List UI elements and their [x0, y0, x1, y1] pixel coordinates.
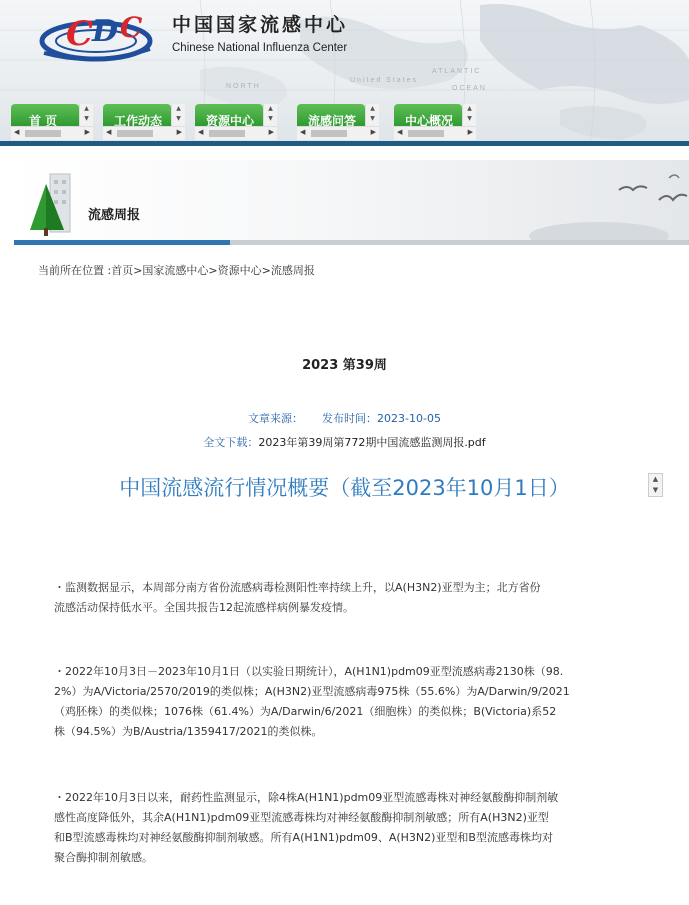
- nav-tab-face[interactable]: [394, 104, 462, 126]
- scroll-right-icon[interactable]: ▶: [370, 128, 376, 136]
- nav-tab-label: 流感问答: [308, 114, 357, 126]
- vertical-scrollbar[interactable]: [171, 104, 185, 126]
- nav-tab-label: 中心概况: [405, 114, 454, 126]
- nav-tab-label: 首 页: [29, 114, 58, 126]
- vertical-scrollbar[interactable]: [462, 104, 476, 126]
- scroll-down-icon[interactable]: ▼: [467, 115, 472, 122]
- section-title: 流感周报: [88, 208, 141, 223]
- breadcrumb-separator: >: [208, 264, 218, 277]
- scroll-right-icon[interactable]: ▶: [268, 128, 274, 136]
- article-headline: 中国流感流行情况概要（截至2023年10月1日）: [119, 476, 570, 500]
- site-header: [0, 0, 689, 145]
- paragraph-line: 感性高度降低外，其余A(H1N1)pdm09亚型流感毒株均对神经氨酸酶抑制剂敏感；所有A(H3N2)亚型: [54, 811, 549, 824]
- scroll-down-icon[interactable]: ▼: [370, 115, 375, 122]
- nav-tab-face[interactable]: [195, 104, 263, 126]
- article-meta: [0, 410, 689, 426]
- scroll-thumb[interactable]: [209, 130, 245, 137]
- horizontal-scrollbar[interactable]: [11, 126, 93, 140]
- paragraph-line: ・监测数据显示，本周部分南方省份流感病毒检测阳性率持续上升，以A(H3N2)亚型为主；北方省份: [54, 581, 541, 594]
- svg-text:C: C: [66, 14, 94, 54]
- scroll-down-icon[interactable]: ▼: [268, 115, 273, 122]
- map-label: United States: [350, 77, 419, 84]
- scroll-up-icon[interactable]: ▲: [176, 105, 181, 112]
- scroll-thumb[interactable]: [117, 130, 153, 137]
- breadcrumb-separator: >: [261, 264, 271, 277]
- map-label: NORTH: [226, 83, 261, 90]
- building-tree-icon: [24, 166, 84, 240]
- map-label: OCEAN: [452, 85, 487, 92]
- scroll-thumb[interactable]: [408, 130, 444, 137]
- section-underline-gray: [230, 240, 689, 245]
- publish-label: 发布时间：: [322, 412, 378, 425]
- scroll-thumb[interactable]: [25, 130, 61, 137]
- resistance-paragraph: [54, 788, 666, 868]
- scroll-down-icon[interactable]: ▼: [176, 115, 181, 122]
- scroll-right-icon[interactable]: ▶: [467, 128, 473, 136]
- nav-tab-resource-center[interactable]: [195, 104, 291, 140]
- scroll-down-icon[interactable]: ▼: [84, 115, 89, 122]
- nav-tab-face[interactable]: [11, 104, 79, 126]
- horizontal-scrollbar[interactable]: [103, 126, 185, 140]
- spin-down-icon[interactable]: ▼: [652, 486, 659, 494]
- breadcrumb-separator: >: [133, 264, 143, 277]
- article-title: 2023 第39周: [302, 358, 387, 373]
- svg-text:D: D: [92, 14, 119, 49]
- vertical-scrollbar[interactable]: [79, 104, 93, 126]
- paragraph-line: ・2022年10月3日以来，耐药性监测显示，除4株A(H1N1)pdm09亚型流感毒株对神经氨酸酶抑制剂敏: [54, 791, 559, 804]
- header-divider: [0, 141, 689, 146]
- breadcrumb: [38, 262, 315, 278]
- publish-date: 2023-10-05: [377, 412, 441, 425]
- paragraph-line: 株（94.5%）为B/Austria/1359417/2021的类似株。: [54, 725, 323, 738]
- download-label: 全文下载：: [203, 436, 259, 449]
- vertical-scrollbar[interactable]: [365, 104, 379, 126]
- horizontal-scrollbar[interactable]: [297, 126, 379, 140]
- nav-tab-home[interactable]: [11, 104, 107, 140]
- site-title: 中国国家流感中心: [172, 14, 349, 36]
- horizontal-scrollbar[interactable]: [394, 126, 476, 140]
- scroll-left-icon[interactable]: ◀: [106, 128, 112, 136]
- scroll-left-icon[interactable]: ◀: [397, 128, 403, 136]
- nav-tab-work-news[interactable]: [103, 104, 199, 140]
- breadcrumb-weekly-report[interactable]: 流感周报: [270, 264, 315, 277]
- scroll-thumb[interactable]: [311, 130, 347, 137]
- nav-tab-face[interactable]: [297, 104, 365, 126]
- horizontal-scrollbar[interactable]: [195, 126, 277, 140]
- paragraph-line: 聚合酶抑制剂敏感。: [54, 851, 153, 864]
- nav-tab-label: 资源中心: [206, 114, 255, 126]
- spin-up-icon[interactable]: ▲: [652, 475, 659, 483]
- source-label: 文章来源：: [248, 412, 304, 425]
- map-label: ATLANTIC: [432, 68, 482, 75]
- scroll-right-icon[interactable]: ▶: [176, 128, 182, 136]
- download-link[interactable]: 2023年第39周第772期中国流感监测周报.pdf: [258, 436, 486, 449]
- breadcrumb-flu-center[interactable]: 国家流感中心: [142, 264, 209, 277]
- paragraph-line: 2%）为A/Victoria/2570/2019的类似株；A(H3N2)亚型流感病毒975株（55.6%）为A/Darwin/9/2021: [54, 685, 570, 698]
- scroll-left-icon[interactable]: ◀: [14, 128, 20, 136]
- download-line: [0, 434, 689, 450]
- breadcrumb-resource-center[interactable]: 资源中心: [217, 264, 262, 277]
- svg-text:C: C: [120, 11, 143, 44]
- nav-tab-center-overview[interactable]: [394, 104, 490, 140]
- nav-tab-flu-qa[interactable]: [297, 104, 393, 140]
- breadcrumb-home[interactable]: 首页: [111, 264, 134, 277]
- scroll-up-icon[interactable]: ▲: [467, 105, 472, 112]
- scroll-left-icon[interactable]: ◀: [198, 128, 204, 136]
- scroll-up-icon[interactable]: ▲: [84, 105, 89, 112]
- scroll-up-icon[interactable]: ▲: [268, 105, 273, 112]
- nav-tab-face[interactable]: [103, 104, 171, 126]
- scroll-left-icon[interactable]: ◀: [300, 128, 306, 136]
- seagull-icon: [519, 170, 689, 240]
- breadcrumb-prefix: 当前所在位置 :: [38, 264, 112, 277]
- site-subtitle: Chinese National Influenza Center: [172, 42, 348, 54]
- section-banner: [14, 160, 689, 246]
- scroll-up-icon[interactable]: ▲: [370, 105, 375, 112]
- paragraph-line: 流感活动保持低水平。全国共报告12起流感样病例暴发疫情。: [54, 601, 354, 614]
- scroll-right-icon[interactable]: ▶: [84, 128, 90, 136]
- paragraph-line: （鸡胚株）的类似株；1076株（61.4%）为A/Darwin/6/2021（细胞株）的类似株；B(Victoria)系52: [54, 705, 557, 718]
- headline-spinner[interactable]: [648, 473, 663, 497]
- vertical-scrollbar[interactable]: [263, 104, 277, 126]
- summary-paragraph: [54, 578, 666, 618]
- cdc-logo-icon[interactable]: [38, 5, 158, 65]
- section-underline: [14, 240, 230, 245]
- strain-paragraph: [54, 662, 666, 742]
- paragraph-line: ・2022年10月3日－2023年10月1日（以实验日期统计），A(H1N1)pdm09亚型流感病毒2130株（98.: [54, 665, 564, 678]
- nav-tab-label: 工作动态: [114, 114, 163, 126]
- paragraph-line: 和B型流感毒株均对神经氨酸酶抑制剂敏感。所有A(H1N1)pdm09、A(H3N2)亚型和B型流感毒株均对: [54, 831, 553, 844]
